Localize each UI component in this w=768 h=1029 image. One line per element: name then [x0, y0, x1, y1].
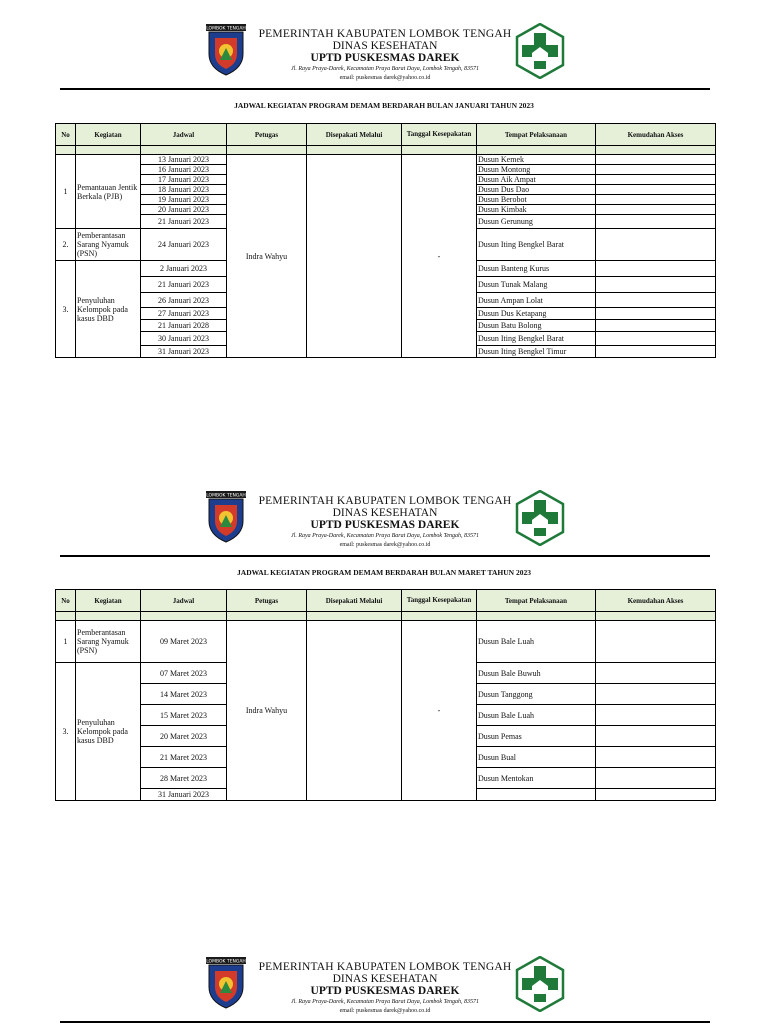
activity-name: Pemberantasan Sarang Nyamuk (PSN)	[76, 229, 141, 261]
subheader-cell	[402, 146, 477, 155]
schedule-date: 21 Maret 2023	[141, 747, 227, 768]
schedule-date: 14 Maret 2023	[141, 684, 227, 705]
col-tempat: Tempat Pelaksanaan	[477, 124, 596, 146]
schedule-date: 20 Maret 2023	[141, 726, 227, 747]
header-government: PEMERINTAH KABUPATEN LOMBOK TENGAH	[258, 28, 512, 40]
schedule-date: 19 Januari 2023	[141, 195, 227, 205]
access-cell	[596, 705, 716, 726]
subheader-cell	[477, 146, 596, 155]
subheader-cell	[307, 612, 402, 621]
header-rule	[60, 555, 710, 557]
header-clinic: UPTD PUSKESMAS DAREK	[310, 519, 460, 531]
agreed-via-cell	[307, 621, 402, 801]
access-cell	[596, 185, 716, 195]
subheader-cell	[227, 146, 307, 155]
access-cell	[596, 684, 716, 705]
schedule-date: 18 Januari 2023	[141, 185, 227, 195]
subheader-cell	[56, 146, 76, 155]
col-kegiatan: Kegiatan	[76, 590, 141, 612]
schedule-date: 28 Maret 2023	[141, 768, 227, 789]
schedule-date: 17 Januari 2023	[141, 175, 227, 185]
table-subheader-row	[56, 612, 716, 621]
table-header-row	[56, 590, 716, 612]
access-cell	[596, 332, 716, 346]
col-jadwal: Jadwal	[141, 124, 227, 146]
subheader-cell	[227, 612, 307, 621]
col-no: No	[56, 590, 76, 612]
schedule-date: 31 Januari 2023	[141, 789, 227, 801]
table-header-row	[56, 124, 716, 146]
header-address: Jl. Raya Praya-Darek, Kecamatan Praya Barat Daya, Lombok Tengah, 83571	[290, 533, 480, 539]
row-number: 3.	[56, 663, 76, 801]
schedule-date: 2 Januari 2023	[141, 261, 227, 277]
letterhead	[0, 933, 768, 1029]
location-name: Dusun Mentokan	[477, 768, 596, 789]
agreement-date: -	[402, 155, 477, 358]
col-jadwal: Jadwal	[141, 590, 227, 612]
access-cell	[596, 229, 716, 261]
location-name: Dusun Montong	[477, 165, 596, 175]
schedule-date: 09 Maret 2023	[141, 621, 227, 663]
access-cell	[596, 165, 716, 175]
access-cell	[596, 261, 716, 277]
header-clinic: UPTD PUSKESMAS DAREK	[310, 52, 460, 64]
access-cell	[596, 175, 716, 185]
officer-name: Indra Wahyu	[227, 155, 307, 358]
location-name: Dusun Iting Bengkel Barat	[477, 332, 596, 346]
subheader-cell	[477, 612, 596, 621]
header-rule	[60, 1021, 710, 1023]
location-name: Dusun Batu Bolong	[477, 320, 596, 332]
puskesmas-cross-logo	[515, 23, 565, 79]
col-disepakati: Disepakati Melalui	[307, 124, 402, 146]
header-clinic: UPTD PUSKESMAS DAREK	[310, 985, 460, 997]
row-number: 2.	[56, 229, 76, 261]
location-name: Dusun Aik Ampat	[477, 175, 596, 185]
schedule-date: 27 Januari 2023	[141, 308, 227, 320]
location-name: Dusun Gerunung	[477, 215, 596, 229]
location-name: Dusun Berobot	[477, 195, 596, 205]
schedule-date: 21 Januari 2023	[141, 277, 227, 293]
access-cell	[596, 663, 716, 684]
schedule-date: 07 Maret 2023	[141, 663, 227, 684]
header-department: DINAS KESEHATAN	[332, 507, 438, 519]
header-email: email: puskesmas darek@yahoo.co.id	[339, 542, 431, 548]
header-government: PEMERINTAH KABUPATEN LOMBOK TENGAH	[258, 961, 512, 973]
col-akses: Kemudahan Akses	[596, 590, 716, 612]
table-row	[56, 155, 716, 165]
regency-emblem-logo	[206, 957, 246, 1009]
letterhead	[0, 467, 768, 563]
schedule-date: 16 Januari 2023	[141, 165, 227, 175]
activity-name: Pemantauan Jentik Berkala (PJB)	[76, 155, 141, 229]
col-tempat: Tempat Pelaksanaan	[477, 590, 596, 612]
schedule-date: 26 Januari 2023	[141, 293, 227, 308]
location-name: Dusun Ampan Lolat	[477, 293, 596, 308]
col-petugas: Petugas	[227, 124, 307, 146]
access-cell	[596, 768, 716, 789]
access-cell	[596, 726, 716, 747]
col-disepakati: Disepakati Melalui	[307, 590, 402, 612]
activity-name: Penyuluhan Kelompok pada kasus DBD	[76, 663, 141, 801]
agreed-via-cell	[307, 155, 402, 358]
schedule-table-march	[55, 589, 716, 801]
header-address: Jl. Raya Praya-Darek, Kecamatan Praya Barat Daya, Lombok Tengah, 83571	[290, 999, 480, 1005]
subheader-cell	[76, 612, 141, 621]
access-cell	[596, 308, 716, 320]
location-name: Dusun Bale Buwuh	[477, 663, 596, 684]
location-name: Dusun Dus Dao	[477, 185, 596, 195]
col-tanggal: Tanggal Kesepakatan	[402, 590, 477, 612]
schedule-date: 20 Januari 2023	[141, 205, 227, 215]
agreement-date: -	[402, 621, 477, 801]
regency-emblem-logo	[206, 491, 246, 543]
subheader-cell	[76, 146, 141, 155]
header-department: DINAS KESEHATAN	[332, 40, 438, 52]
location-name	[477, 789, 596, 801]
col-kegiatan: Kegiatan	[76, 124, 141, 146]
subheader-cell	[596, 612, 716, 621]
location-name: Dusun Banteng Kurus	[477, 261, 596, 277]
access-cell	[596, 789, 716, 801]
header-rule	[60, 88, 710, 90]
puskesmas-cross-logo	[515, 490, 565, 546]
location-name: Dusun Bual	[477, 747, 596, 768]
schedule-title-march: JADWAL KEGIATAN PROGRAM DEMAM BERDARAH BULAN MARET TAHUN 2023	[237, 568, 531, 577]
schedule-date: 13 Januari 2023	[141, 155, 227, 165]
svg-text:LOMBOK TENGAH: LOMBOK TENGAH	[206, 493, 246, 499]
col-akses: Kemudahan Akses	[596, 124, 716, 146]
access-cell	[596, 205, 716, 215]
location-name: Dusun Iting Bengkel Timur	[477, 346, 596, 358]
schedule-date: 21 Januari 2028	[141, 320, 227, 332]
col-no: No	[56, 124, 76, 146]
row-number: 1	[56, 621, 76, 663]
letterhead	[0, 0, 768, 96]
schedule-date: 21 Januari 2023	[141, 215, 227, 229]
subheader-cell	[307, 146, 402, 155]
location-name: Dusun Pemas	[477, 726, 596, 747]
activity-name: Pemberantasan Sarang Nyamuk (PSN)	[76, 621, 141, 663]
schedule-title-january: JADWAL KEGIATAN PROGRAM DEMAM BERDARAH BULAN JANUARI TAHUN 2023	[234, 101, 534, 110]
access-cell	[596, 621, 716, 663]
location-name: Dusun Dus Ketapang	[477, 308, 596, 320]
location-name: Dusun Tanggong	[477, 684, 596, 705]
activity-name: Penyuluhan Kelompok pada kasus DBD	[76, 261, 141, 358]
regency-emblem-logo	[206, 24, 246, 76]
access-cell	[596, 747, 716, 768]
officer-name: Indra Wahyu	[227, 621, 307, 801]
location-name: Dusun Iting Bengkel Barat	[477, 229, 596, 261]
header-address: Jl. Raya Praya-Darek, Kecamatan Praya Barat Daya, Lombok Tengah, 83571	[290, 66, 480, 72]
row-number: 1	[56, 155, 76, 229]
schedule-date: 24 Januari 2023	[141, 229, 227, 261]
location-name: Dusun Tunak Malang	[477, 277, 596, 293]
col-tanggal: Tanggal Kesepakatan	[402, 124, 477, 146]
subheader-cell	[56, 612, 76, 621]
access-cell	[596, 155, 716, 165]
schedule-table-january	[55, 123, 716, 358]
svg-text:LOMBOK TENGAH: LOMBOK TENGAH	[206, 959, 246, 965]
access-cell	[596, 320, 716, 332]
access-cell	[596, 215, 716, 229]
subheader-cell	[141, 612, 227, 621]
subheader-cell	[402, 612, 477, 621]
schedule-date: 15 Maret 2023	[141, 705, 227, 726]
header-government: PEMERINTAH KABUPATEN LOMBOK TENGAH	[258, 495, 512, 507]
access-cell	[596, 346, 716, 358]
location-name: Dusun Kimbak	[477, 205, 596, 215]
location-name: Dusun Kemek	[477, 155, 596, 165]
header-email: email: puskesmas darek@yahoo.co.id	[339, 75, 431, 81]
access-cell	[596, 293, 716, 308]
table-row	[56, 621, 716, 663]
puskesmas-cross-logo	[515, 956, 565, 1012]
subheader-cell	[596, 146, 716, 155]
svg-text:LOMBOK TENGAH: LOMBOK TENGAH	[206, 26, 246, 32]
table-subheader-row	[56, 146, 716, 155]
location-name: Dusun Bale Luah	[477, 621, 596, 663]
access-cell	[596, 195, 716, 205]
header-email: email: puskesmas darek@yahoo.co.id	[339, 1008, 431, 1014]
location-name: Dusun Bale Luah	[477, 705, 596, 726]
subheader-cell	[141, 146, 227, 155]
schedule-date: 30 Januari 2023	[141, 332, 227, 346]
schedule-date: 31 Januari 2023	[141, 346, 227, 358]
access-cell	[596, 277, 716, 293]
row-number: 3.	[56, 261, 76, 358]
header-department: DINAS KESEHATAN	[332, 973, 438, 985]
col-petugas: Petugas	[227, 590, 307, 612]
